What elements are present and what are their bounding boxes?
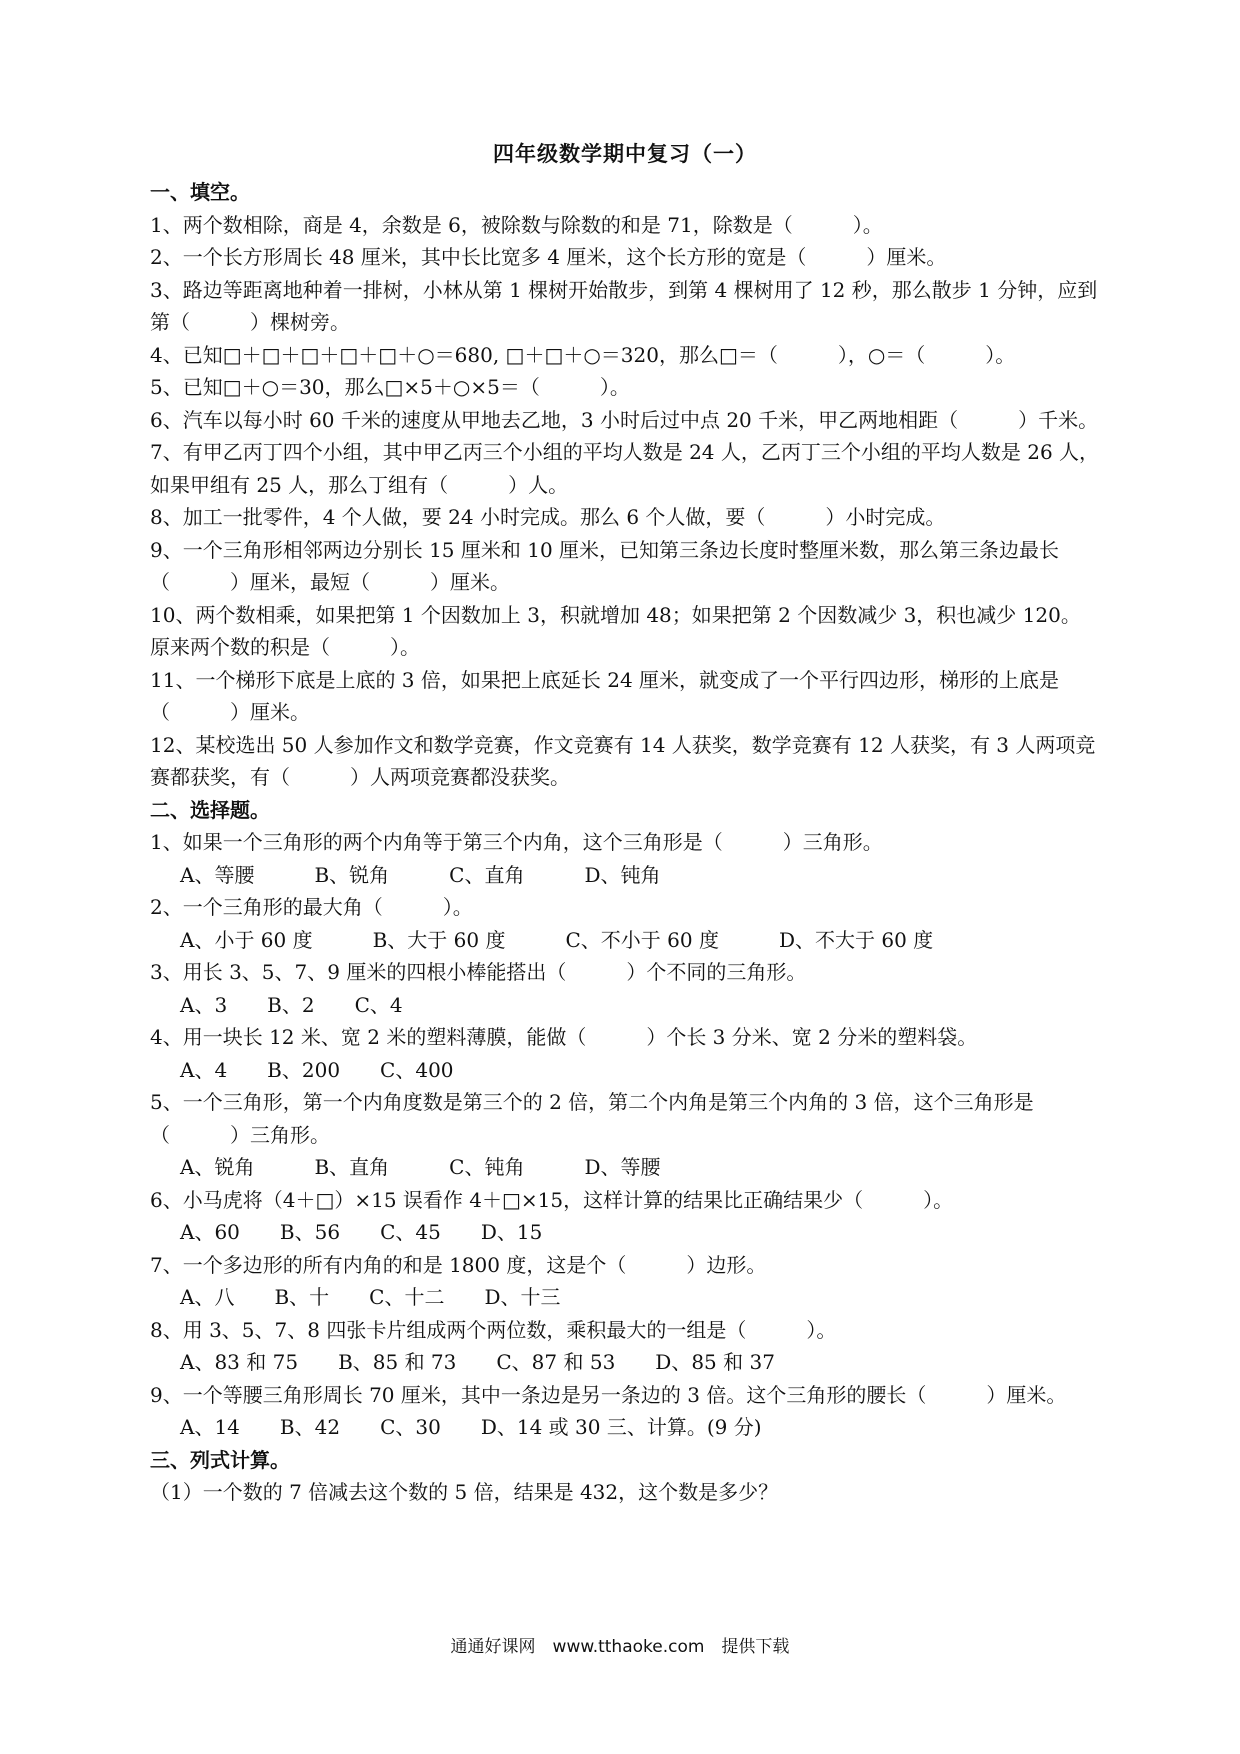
choice-option: B、85 和 73	[338, 1350, 457, 1374]
choice-question: 5、一个三角形，第一个内角度数是第三个的 2 倍，第二个内角是第三个内角的 3 倍，这个三角形是（ ）三角形。	[150, 1090, 1034, 1147]
choice-options	[150, 924, 1100, 957]
choice-option: B、2	[267, 992, 315, 1017]
choice-question: 9、一个等腰三角形周长 70 厘米，其中一条边是另一条边的 3 倍。这个三角形的腰长（ ）厘米。	[150, 1382, 1067, 1407]
page-title: 四年级数学期中复习（一）	[493, 142, 757, 166]
choice-option: A、锐角	[180, 1155, 255, 1179]
choice-option: C、45	[380, 1220, 441, 1244]
choice-option: C、4	[354, 992, 403, 1017]
choice-option: D、不大于 60 度	[778, 927, 934, 952]
choice-option: B、直角	[314, 1155, 390, 1179]
choice-question: 6、小马虎将（4＋□）×15 误看作 4＋□×15，这样计算的结果比正确结果少（ ）。	[150, 1187, 954, 1212]
choice-option: B、200	[267, 1057, 341, 1082]
fill-blank-question: 10、两个数相乘，如果把第 1 个因数加上 3，积就增加 48；如果把第 2 个因数减少 3，积也减少 120。原来两个数的积是（ ）。	[150, 602, 1081, 659]
fill-blank-question: 9、一个三角形相邻两边分别长 15 厘米和 10 厘米，已知第三条边长度时整厘米数，那么第三条边最长（ ）厘米，最短（ ）厘米。	[150, 537, 1060, 594]
choice-option: C、400	[380, 1057, 454, 1082]
choice-option: B、大于 60 度	[372, 927, 506, 952]
choice-options	[150, 1346, 1100, 1379]
choice-question: 1、如果一个三角形的两个内角等于第三个内角，这个三角形是（ ）三角形。	[150, 830, 883, 854]
choice-option: A、等腰	[180, 862, 255, 887]
choice-option: A、83 和 75	[180, 1350, 299, 1374]
choice-option: D、14 或 30 三、计算。(9 分)	[480, 1415, 762, 1439]
choice-list	[150, 826, 1100, 1444]
fill-blank-question: 7、有甲乙丙丁四个小组，其中甲乙丙三个小组的平均人数是 24 人，乙丙丁三个小组的平均人数是 26 人，如果甲组有 25 人，那么丁组有（ ）人。	[150, 440, 1100, 497]
choice-option: B、锐角	[314, 862, 390, 887]
calc-question: （1）一个数的 7 倍减去这个数的 5 倍，结果是 432，这个数是多少？	[150, 1480, 779, 1504]
choice-options	[150, 1054, 1100, 1087]
choice-question: 7、一个多边形的所有内角的和是 1800 度，这是个（ ）边形。	[150, 1252, 767, 1277]
choice-question: 3、用长 3、5、7、9 厘米的四根小棒能搭出（ ）个不同的三角形。	[150, 960, 807, 984]
choice-option: D、钝角	[584, 862, 661, 887]
choice-option: D、85 和 37	[655, 1350, 775, 1374]
choice-options	[150, 1411, 1100, 1444]
choice-option: A、3	[180, 992, 228, 1017]
fill-blank-question: 12、某校选出 50 人参加作文和数学竞赛，作文竞赛有 14 人获奖，数学竞赛有 12 人获奖，有 3 人两项竞赛都获奖，有（ ）人两项竞赛都没获奖。	[150, 732, 1096, 789]
choice-options	[150, 1151, 1100, 1184]
choice-option: D、十三	[484, 1285, 561, 1309]
choice-option: A、八	[180, 1285, 235, 1309]
choice-option: C、30	[380, 1415, 441, 1439]
choice-options	[150, 859, 1100, 892]
choice-option: A、60	[180, 1220, 240, 1244]
choice-question: 2、一个三角形的最大角（ ）。	[150, 895, 473, 919]
fill-blank-question: 1、两个数相除，商是 4，余数是 6，被除数与除数的和是 71，除数是（ ）。	[150, 212, 883, 237]
choice-option: A、4	[180, 1057, 228, 1082]
fill-blank-question: 3、路边等距离地种着一排树，小林从第 1 棵树开始散步，到第 4 棵树用了 12 秒，那么散步 1 分钟，应到第（ ）棵树旁。	[150, 277, 1098, 334]
section-fill-blank-heading: 一、填空。	[150, 180, 250, 204]
choice-option: C、直角	[449, 862, 525, 887]
fill-blank-question: 4、已知□＋□＋□＋□＋□＋○＝680, □＋□＋○＝320，那么□＝（ ），○＝（ ）。	[150, 342, 1016, 367]
worksheet-content	[150, 138, 1100, 1509]
calc-list	[150, 1476, 1100, 1509]
choice-option: C、87 和 53	[496, 1350, 616, 1374]
choice-question: 4、用一块长 12 米、宽 2 米的塑料薄膜，能做（ ）个长 3 分米、宽 2 分米的塑料袋。	[150, 1025, 978, 1049]
fill-blank-question: 8、加工一批零件，4 个人做，要 24 小时完成。那么 6 个人做，要（ ）小时完成。	[150, 505, 946, 529]
choice-option: B、十	[274, 1285, 330, 1309]
choice-option: D、等腰	[584, 1155, 661, 1179]
fill-blank-list	[150, 209, 1100, 794]
fill-blank-question: 5、已知□＋○＝30，那么□×5＋○×5＝（ ）。	[150, 375, 630, 399]
section-choice-heading: 二、选择题。	[150, 797, 270, 822]
page-footer: 通通好课网 www.tthaoke.com 提供下载	[450, 1637, 790, 1657]
choice-question: 8、用 3、5、7、8 四张卡片组成两个两位数，乘积最大的一组是（ ）。	[150, 1317, 837, 1342]
choice-option: A、14	[180, 1415, 240, 1439]
choice-option: C、钝角	[449, 1155, 525, 1179]
choice-options	[150, 1281, 1100, 1314]
choice-option: C、十二	[369, 1285, 445, 1309]
choice-option: A、小于 60 度	[180, 927, 313, 952]
choice-options	[150, 989, 1100, 1022]
choice-option: C、不小于 60 度	[565, 927, 719, 952]
fill-blank-question: 11、一个梯形下底是上底的 3 倍，如果把上底延长 24 厘米，就变成了一个平行四边形，梯形的上底是（ ）厘米。	[150, 667, 1060, 724]
section-calc-heading: 三、列式计算。	[150, 1447, 290, 1472]
choice-option: B、42	[279, 1415, 341, 1439]
fill-blank-question: 6、汽车以每小时 60 千米的速度从甲地去乙地，3 小时后过中点 20 千米，甲乙两地相距（ ）千米。	[150, 407, 1099, 432]
choice-options	[150, 1216, 1100, 1249]
choice-option: D、15	[480, 1220, 543, 1244]
choice-option: B、56	[279, 1220, 341, 1244]
fill-blank-question: 2、一个长方形周长 48 厘米，其中长比宽多 4 厘米，这个长方形的宽是（ ）厘米。	[150, 245, 947, 269]
